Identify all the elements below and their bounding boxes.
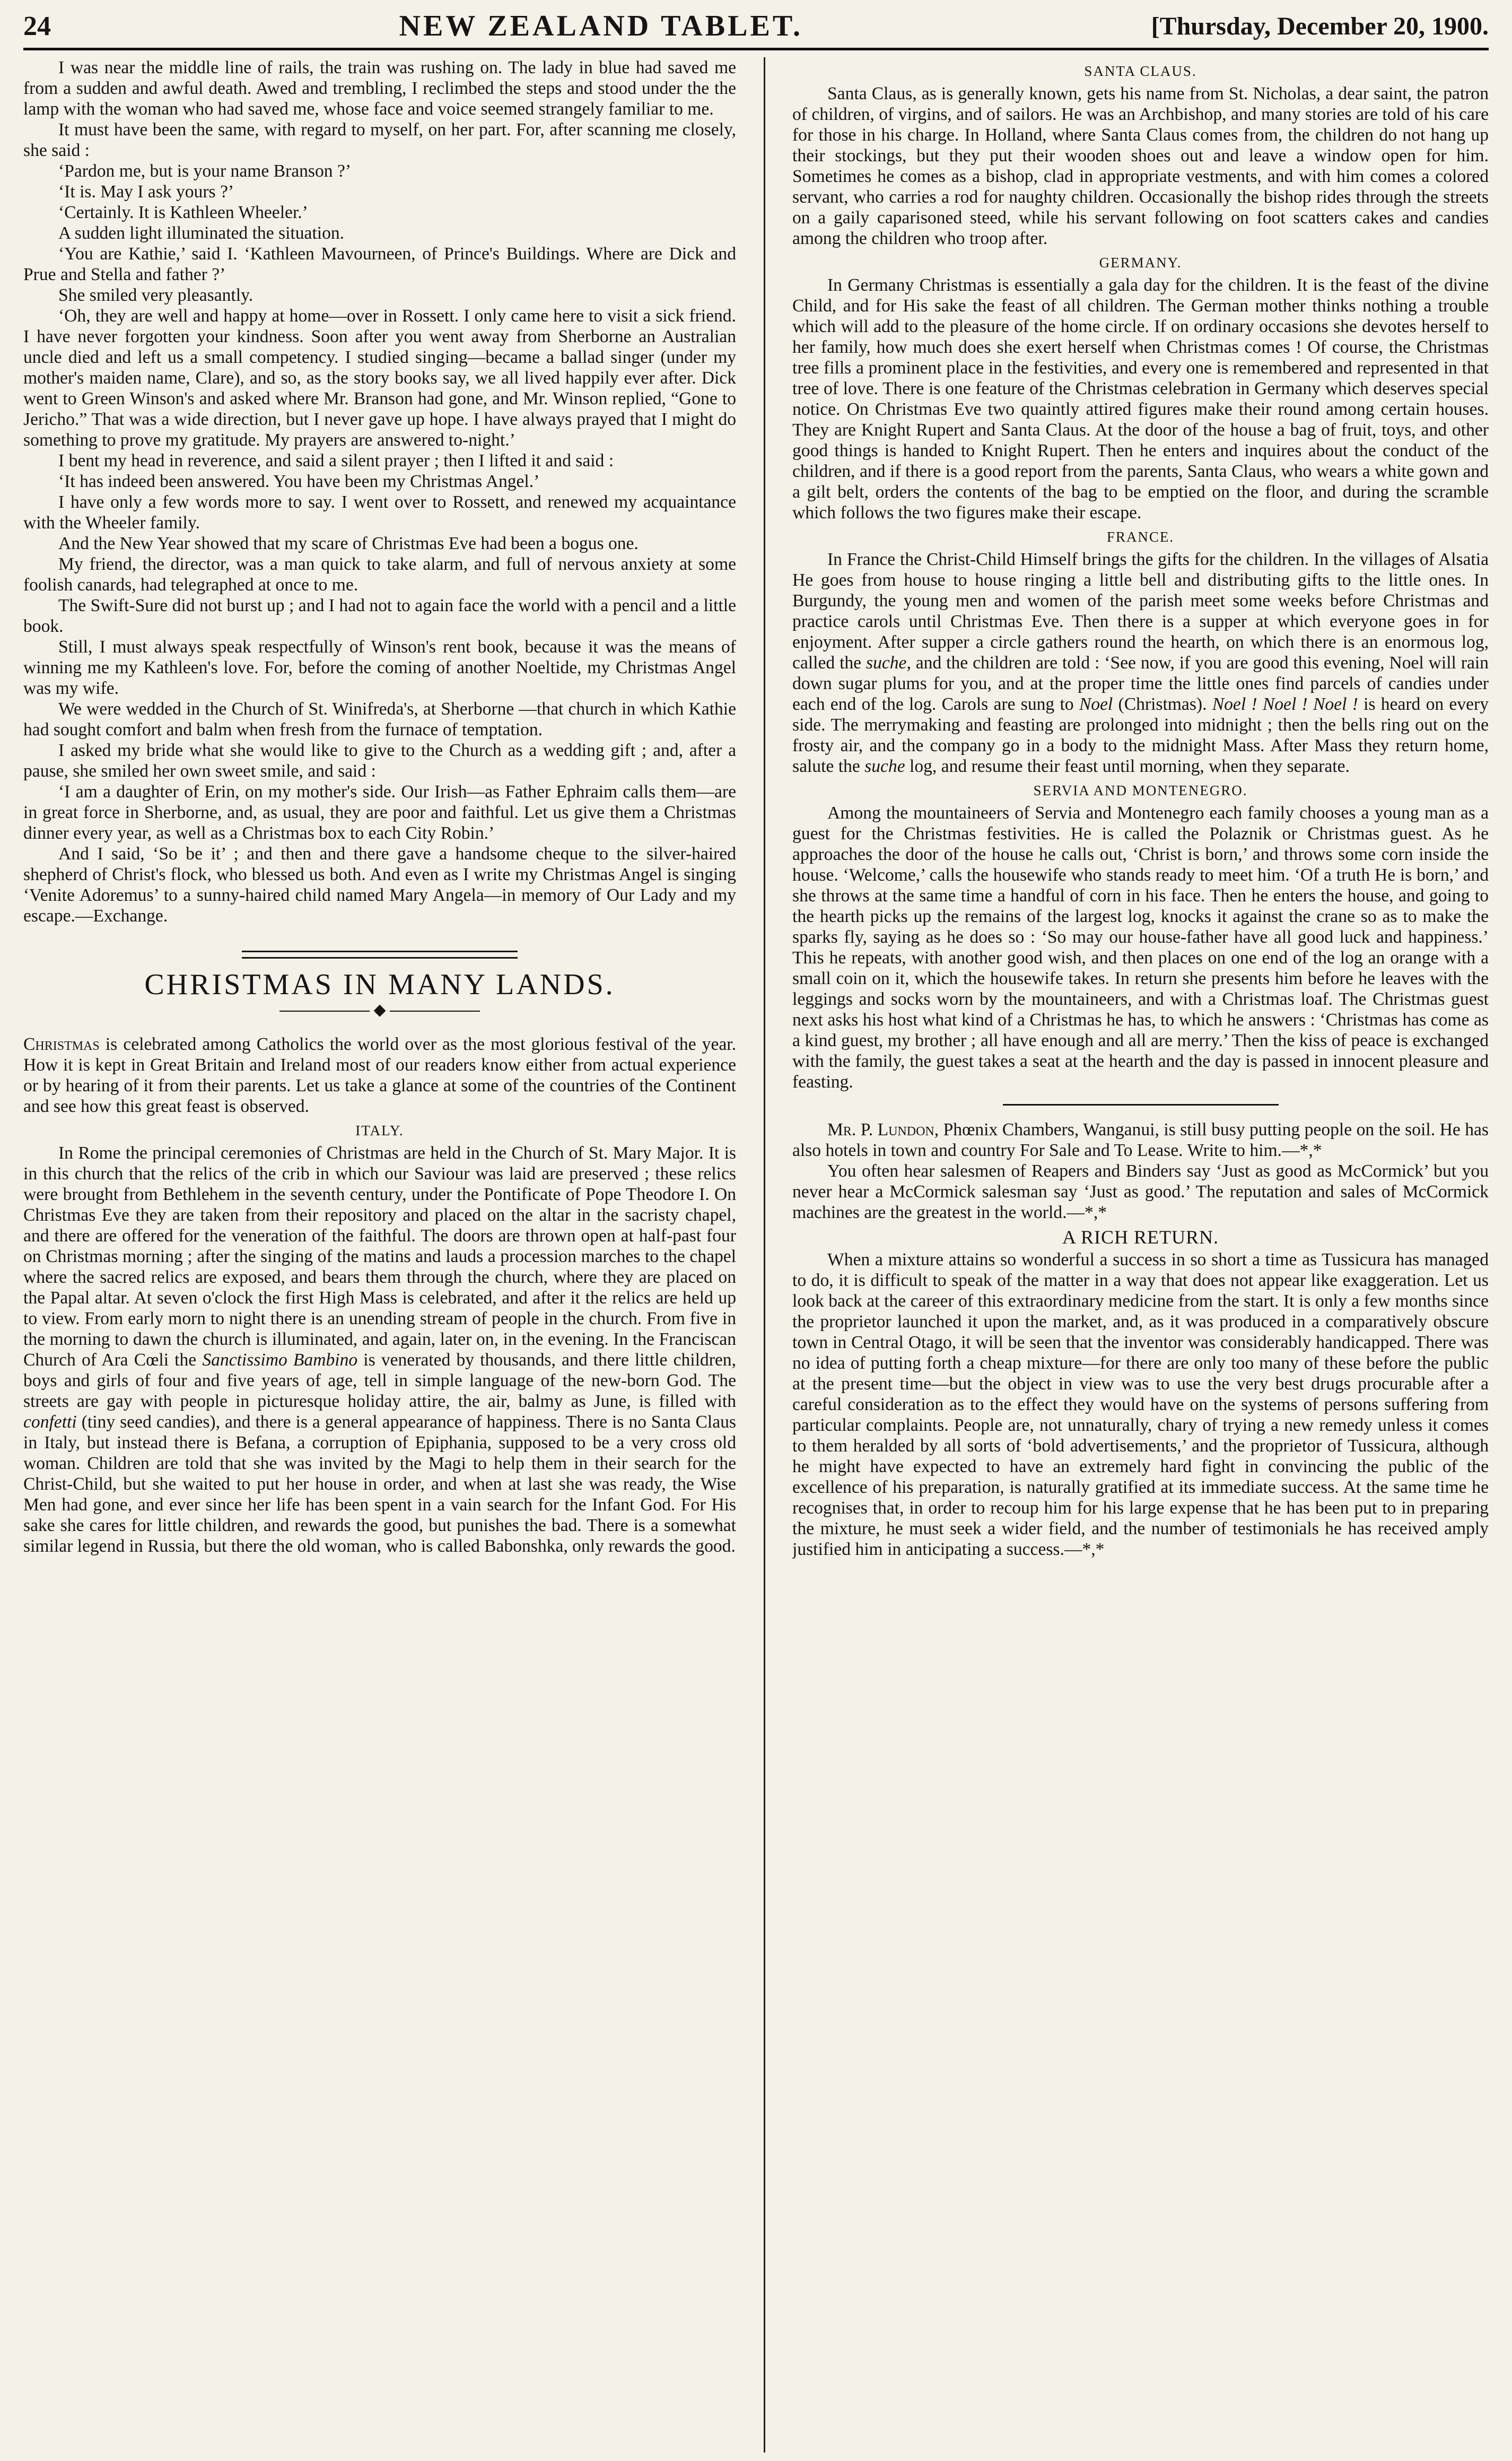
story-paragraph: She smiled very pleasantly.	[58, 285, 254, 305]
france-heading: FRANCE.	[1106, 529, 1175, 545]
servia-heading: SERVIA AND MONTENEGRO.	[1033, 782, 1248, 798]
story-paragraph: And the New Year showed that my scare of Christmas Eve had been a bogus one.	[58, 534, 639, 553]
story-paragraph: I asked my bride what she would like to give to the Church as a wedding gift ; and, after a pause, she smiled her own sweet smile, and said :	[23, 741, 736, 781]
story-paragraph: ‘Pardon me, but is your name Branson ?’	[58, 161, 352, 181]
story-continuation	[23, 57, 736, 926]
mccormick-notice: You often hear salesmen of Reapers and Binders say ‘Just as good as McCormick’ but you never hear a McCormick salesman say ‘Just as good.’ The reputation and sales of McCormick machines are the greatest in the world.—*,*	[792, 1161, 1489, 1222]
story-paragraph: And I said, ‘So be it’ ; and then and there gave a handsome cheque to the silver-haired shepherd of Christ's flock, who blessed us both. And even as I write my Christmas Angel is singing ‘Venite Adoremus’ to a sunny-haired child named Mary Angela—in memory of Our Lady and my escape.—Exchange.	[23, 844, 736, 926]
story-paragraph: ‘It has indeed been answered. You have been my Christmas Angel.’	[58, 472, 540, 491]
santa-claus-paragraph: Santa Claus, as is generally known, gets his name from St. Nicholas, a dear saint, the patron of children, of virgins, and of sailors. He was an Archbishop, and many stories are told of his care for those in his charge. In Holland, where Santa Claus comes from, the children do not hang up their stockings, but they put their wooden shoes out and leave a window open for him. Sometimes he comes as a bishop, clad in appropriate vestments, and with him comes a colored servant, who carries a rod for naughty children. Occasionally the bishop rides through the streets on a gaily caparisoned steed, while his servant following on foot scatters cakes and candies among the children who troop after.	[792, 84, 1489, 248]
page-number: 24	[23, 11, 51, 41]
france-text-3: (Christmas).	[1113, 694, 1212, 714]
italy-text-2: is venerated by thousands, and there little children, boys and girls of four and five years of age, tell in simple language of the new-born God. The streets are gay with people in picturesque holiday attire, the air, balmy as June, is filled with	[23, 1350, 736, 1411]
article-title: CHRISTMAS IN MANY LANDS.	[144, 968, 615, 1001]
lundon-name: Mr. P. Lundon,	[827, 1120, 939, 1140]
story-paragraph: It must have been the same, with regard to myself, on her part. For, after scanning me closely, she said :	[23, 120, 736, 160]
story-paragraph: A sudden light illuminated the situation.	[58, 223, 345, 243]
issue-date: [Thursday, December 20, 1900.	[1151, 12, 1489, 40]
story-paragraph: My friend, the director, was a man quick to take alarm, and full of nervous anxiety at some foolish canards, had telegraphed at once to me.	[23, 554, 736, 595]
germany-heading: GERMANY.	[1099, 255, 1182, 271]
newspaper-title: NEW ZEALAND TABLET.	[399, 10, 803, 42]
france-italic-1: suche	[866, 653, 907, 673]
france-italic-2: Noel	[1079, 694, 1113, 714]
masthead	[23, 4, 1489, 50]
ornament-line-right	[390, 1011, 480, 1012]
italy-text-3: (tiny seed candies), and there is a general appearance of happiness. There is no Santa Claus in Italy, but instead there is Befana, a corruption of Epiphania, supposed to be a very cross old woman. Children are told that she was invited by the Magi to help them in their search for the Christ-Child, but she waited to put her house in order, and when at last she was ready, the Wise Men had gone, and ever since her life has been spent in a vain search for the Infant God. For His sake she cares for little children, and rewards the good, but punishes the bad. There is a somewhat similar legend in Russia, but there the old woman, who is called Babonshka, only rewards the good.	[23, 1412, 736, 1556]
rich-return-paragraph: When a mixture attains so wonderful a success in so short a time as Tussicura has managed to do, it is difficult to speak of the matter in a way that does not appear like exaggeration. Let us look back at the career of this extraordinary medicine from the start. It is only a few months since the proprietor launched it upon the market, and, as it was produced in a comparatively obscure town in Central Otago, it will be seen that the inventor was considerably handicapped. There was no idea of putting forth a cheap mixture—for there are only too many of these before the public at the present time—but the object in view was to use the very best drugs procurable after a careful consideration as to the effect they would have on the systems of persons suffering from particular complaints. People are, not unnaturally, chary of trying a new remedy unless it comes to them heralded by all sorts of ‘bold advertisements,’ and the proprietor of Tussicura, although he might have expected to have an extremely hard fight in convincing the public of the excellence of his preparation, is naturally gratified at its immediate success. At the same time he recognises that, in order to recoup him for his large expense that he has been put to in preparing the mixture, he must seek a wider field, and the number of testimonials he has received amply justified him in anticipating a success.—*,*	[792, 1250, 1489, 1559]
diamond-ornament-icon: ◆	[373, 1001, 386, 1019]
france-italic-3: Noel ! Noel ! Noel !	[1212, 694, 1358, 714]
left-column	[23, 57, 736, 2455]
santa-claus-heading: SANTA CLAUS.	[1084, 63, 1197, 79]
section-divider	[242, 951, 518, 959]
advertisement-divider	[1003, 1104, 1279, 1106]
column-rule	[764, 57, 765, 2453]
story-paragraph: I bent my head in reverence, and said a silent prayer ; then I lifted it and said :	[58, 451, 614, 471]
ornament-line-left	[279, 1011, 370, 1012]
title-ornament	[23, 999, 736, 1020]
intro-first-word: Christmas	[23, 1034, 100, 1054]
france-text-4: is heard on every side. The merrymaking and feasting are prolonged into midnight ; then the bells ring out on the frosty air, and the company go in a body to the midnight Mass. After Mass they return home, salute the	[792, 694, 1489, 776]
france-text-1: In France the Christ-Child Himself brings the gifts for the children. In the villages of Alsatia He goes from house to house ringing a little bell and distributing gifts to the little ones. In Burgundy, the young men and women of the parish meet some weeks before Christmas and practice carols until Christmas Eve. Then there is a supper at which everyone goes in for enjoyment. After supper a circle gathers round the hearth, on which there is an enormous log, called the	[792, 550, 1489, 673]
story-paragraph: ‘Certainly. It is Kathleen Wheeler.’	[58, 203, 308, 222]
italy-italic-2: confetti	[23, 1412, 77, 1432]
story-paragraph: The Swift-Sure did not burst up ; and I had not to again face the world with a pencil and a little book.	[23, 596, 736, 636]
france-italic-4: suche	[864, 756, 905, 776]
lundon-notice	[792, 1119, 1489, 1161]
story-paragraph: I was near the middle line of rails, the train was rushing on. The lady in blue had saved me from a sudden and awful death. Awed and trembling, I reclimbed the steps and stood under the the lamp with the woman who had saved me, whose face and voice seemed strangely familiar to me.	[23, 58, 736, 119]
story-paragraph: Still, I must always speak respectfully of Winson's rent book, because it was the means of winning me my Kathleen's love. For, before the coming of another Noeltide, my Christmas Angel was my wife.	[23, 637, 736, 698]
story-paragraph: ‘You are Kathie,’ said I. ‘Kathleen Mavourneen, of Prince's Buildings. Where are Dick and Prue and Stella and father ?’	[23, 244, 736, 284]
italy-text-1: In Rome the principal ceremonies of Christmas are held in the Church of St. Mary Major. It is in this church that the relics of the crib in which our Saviour was laid are preserved ; these relics were brought from Bethlehem in the seventh century, under the Pontificate of Pope Theodore I. On Christmas Eve they are taken from their repository and placed on the altar in the sacristy chapel, and there are offered for the veneration of the faithful. The doors are thrown open at half-past four on Christmas morning ; after the singing of the matins and lauds a procession marches to the chapel where the sacred relics are exposed, and bears them through the church, where they are placed on the Papal altar. At seven o'clock the first High Mass is celebrated, and after it the relics are held up to view. From early morn to night there is an unending stream of people in the church. From five in the morning to dawn the church is illuminated, and again, later on, in the evening. In the Franciscan Church of Ara Cœli the	[23, 1143, 736, 1370]
france-paragraph	[792, 549, 1489, 777]
germany-paragraph: In Germany Christmas is essentially a gala day for the children. It is the feast of the divine Child, and for His sake the feast of all children. The German mother thinks nothing a trouble which will add to the pleasure of the home circle. If on ordinary occasions she devotes herself to her family, how much does she exert herself when Christmas comes ! Of course, the Christmas tree fills a prominent place in the festivities, and every one is remembered and represented in that tree of love. There is one feature of the Christmas celebration in Germany which deserves special notice. On Christmas Eve two quaintly attired figures make their round among certain houses. They are Knight Rupert and Santa Claus. At the door of the house a bag of fruit, toys, and other good things is handed to Knight Rupert. Then he enters and inquires about the conduct of the children, and if there is a good report from the parents, Santa Claus, who wears a white gown and a gilt belt, orders the contents of the bag to be emptied on the floor, and during the scramble which follows the two figures make their escape.	[792, 275, 1489, 523]
france-text-5: log, and resume their feast until morning, when they separate.	[905, 756, 1350, 776]
right-column	[792, 57, 1489, 2455]
story-paragraph: ‘I am a daughter of Erin, on my mother's side. Our Irish—as Father Ephraim calls them—are in great force in Sherborne, and, as usual, they are poor and faithful. Let us give them a Christmas dinner every year, as well as a Christmas box to each City Robin.’	[23, 782, 736, 843]
story-paragraph: ‘It is. May I ask yours ?’	[58, 182, 234, 202]
servia-paragraph: Among the mountaineers of Servia and Montenegro each family chooses a young man as a guest for the Christmas festivities. He is called the Polaznik or Christmas guest. As he approaches the door of the house he calls out, ‘Christ is born,’ and throws some corn inside the house. ‘Welcome,’ calls the housewife who stands ready to meet him. ‘Of a truth He is born,’ and she throws at the same time a handful of corn in his face. Then he enters the house, and going to the hearth picks up the remains of the largest log, knocks it against the crane so as to make the sparks fly, saying as he does so : ‘So may our house-father have all good luck and happiness.’ This he repeats, with another good wish, and then places on one end of the log an orange with a small coin on it, which the housewife takes. In return she presents him before he leaves with the leggings and socks worn by the mountaineers, and with a Christmas loaf. The Christmas guest next asks his host what kind of a Christmas he has, to which he answers : ‘Christmas has come as a kind guest, my brother ; all have enough and all are merry.’ Then the kiss of peace is exchanged with the family, the guest takes a seat at the hearth and the day is passed in innocent pleasure and feasting.	[792, 803, 1489, 1092]
story-paragraph: ‘Oh, they are well and happy at home—over in Rossett. I only came here to visit a sick friend. I have never forgotten your kindness. Soon after you went away from Sherborne an Australian uncle died and left us a small competency. I studied singing—became a ballad singer (under my mother's maiden name, Clare), and so, as the story books say, we all lived happily ever after. Dick went to Green Winson's and asked where Mr. Branson had gone, and Mr. Winson replied, “Gone to Jericho.” That was a wide direction, but I never gave up hope. I have always prayed that I might do something to prove my gratitude. My prayers are answered to-night.’	[23, 306, 736, 450]
intro-text: is celebrated among Catholics the world over as the most glorious festival of the year. How it is kept in Great Britain and Ireland most of our readers know either from actual experience or by hearing of it from their parents. Let us take a glance at some of the countries of the Continent and see how this great feast is observed.	[23, 1034, 736, 1116]
story-paragraph: I have only a few words more to say. I went over to Rossett, and renewed my acquaintance with the Wheeler family.	[23, 492, 736, 533]
article-intro	[23, 1034, 736, 1117]
italy-paragraph	[23, 1143, 736, 1556]
rich-return-heading: A RICH RETURN.	[1062, 1227, 1219, 1248]
lundon-text: Phœnix Chambers, Wanganui, is still busy putting people on the soil. He has also hotels in town and country For Sale and To Lease. Write to him.—*,*	[792, 1120, 1489, 1160]
italy-heading: ITALY.	[355, 1123, 404, 1138]
story-paragraph: We were wedded in the Church of St. Winifreda's, at Sherborne —that church in which Kathie had sought comfort and balm when fresh from the furnace of temptation.	[23, 699, 736, 740]
france-text-2: , and the children are told : ‘See now, if you are good this evening, Noel will rain down sugar plums for you, and at the proper time the little ones find parcels of candies under each end of the log. Carols are sung to	[792, 653, 1489, 714]
italy-italic-1: Sanctissimo Bambino	[202, 1350, 358, 1370]
